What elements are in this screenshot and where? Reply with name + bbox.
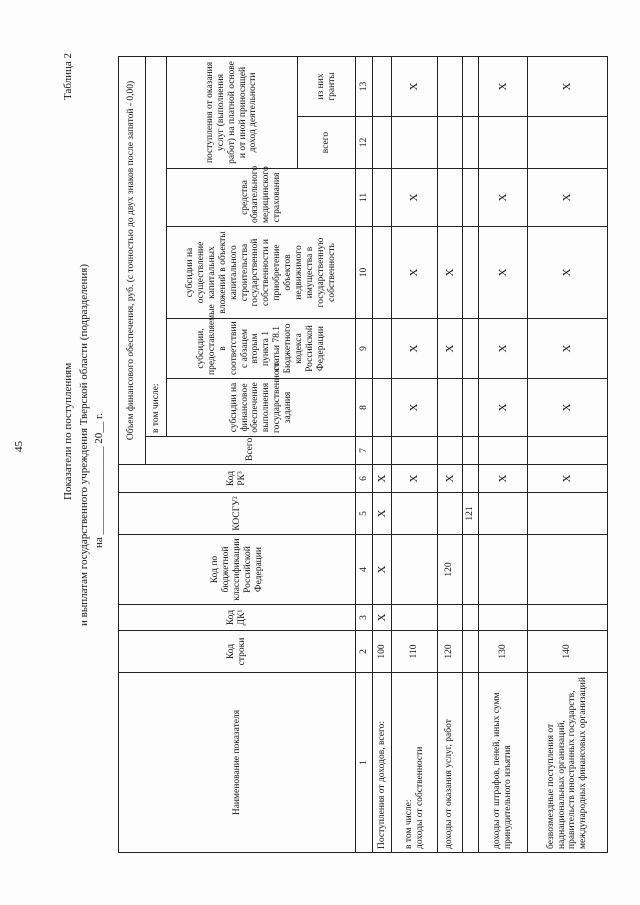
table-row	[392, 56, 438, 852]
header-subsidy-capital: субсидии на осуществление капитальных вложений в объекты капитального строительства государственной собственности и приобретение объектов недвижимого имущества в государственную собственность	[167, 227, 356, 319]
header-kosgu: КОСГУ²	[119, 493, 356, 535]
cell-rk: X	[392, 465, 438, 493]
cell-c11: X	[392, 169, 438, 227]
title-line-1: Показатели по поступлениям	[62, 362, 74, 500]
col-number: 4	[356, 535, 373, 605]
cell-c8: X	[527, 379, 607, 437]
cell-c9: X	[479, 319, 527, 379]
row-name: доходы от штрафов, пеней, иных сумм принудительного изъятия	[479, 673, 527, 853]
cell-rk: X	[438, 465, 462, 493]
header-paid-services: поступления от оказания услуг (выполнения работ) на платной основе и от иной приносящей доход деятельности	[167, 56, 297, 168]
cell-rk: X	[373, 465, 392, 493]
col-number: 3	[356, 605, 373, 631]
title-line-3: на ________________ 20__ г.	[93, 412, 105, 548]
col-number: 13	[356, 56, 373, 116]
cell-c13: X	[479, 56, 527, 116]
title-line-2: и выплатам государственного учреждения Тверской области (подразделения)	[78, 263, 90, 626]
indicators-table	[118, 57, 608, 853]
table-row	[373, 56, 392, 852]
header-row-code: Код строки	[119, 631, 356, 673]
row-code: 130	[479, 631, 527, 673]
header-rk: Код РК³	[119, 465, 356, 493]
cell-c10: X	[479, 227, 527, 319]
header-name: Наименование показателя	[119, 673, 356, 853]
header-subsidy-task: субсидии на финансовое обеспечение выполнения государственного задания	[167, 379, 356, 437]
cell-c10: X	[527, 227, 607, 319]
table-row	[479, 56, 527, 852]
cell-rk: X	[479, 465, 527, 493]
row-name: в том числе: доходы от собственности	[392, 673, 438, 853]
col-number: 6	[356, 465, 373, 493]
cell-kosgu: X	[373, 493, 392, 535]
cell-c8: X	[392, 379, 438, 437]
cell-c13: X	[527, 56, 607, 116]
cell-c8: X	[479, 379, 527, 437]
cell-bcode: 120	[438, 535, 462, 605]
col-number: 1	[356, 673, 373, 853]
col-number: 8	[356, 379, 373, 437]
cell-c9: X	[438, 319, 462, 379]
cell-c13: X	[392, 56, 438, 116]
table-row	[462, 56, 479, 852]
header-oms: средства обязательного медицинского страхования	[167, 169, 356, 227]
header-budget-code: Код по бюджетной классификации Российской Федерации	[119, 535, 356, 605]
table-row	[438, 56, 462, 852]
col-number: 11	[356, 169, 373, 227]
row-code: 110	[392, 631, 438, 673]
cell-c10: X	[392, 227, 438, 319]
col-number: 7	[356, 437, 373, 465]
header-paid-total: всего	[297, 117, 356, 169]
row-name: доходы от оказания услуг, работ	[438, 673, 462, 853]
header-subsidy-78: субсидии, предоставляемые в соответствии с абзацем вторым пункта 1 статьи 78.1 Бюджетного кодекса Российской Федерации	[167, 319, 356, 379]
row-code: 140	[527, 631, 607, 673]
col-number: 10	[356, 227, 373, 319]
header-total: Всего	[145, 437, 356, 465]
header-in-that: в том числе:	[145, 56, 167, 436]
row-code: 120	[438, 631, 462, 673]
cell-kosgu: 121	[462, 493, 479, 535]
cell-c9: X	[527, 319, 607, 379]
cell-c11: X	[527, 169, 607, 227]
cell-bcode: X	[373, 535, 392, 605]
col-number: 5	[356, 493, 373, 535]
row-name: безвозмездные поступления от наднациональных организаций, правительств иностранных государств, международных финансовых организаций	[527, 673, 607, 853]
header-volume: Объем финансового обеспечения, руб. (с точностью до двух знаков после запятой - 0,00)	[119, 56, 146, 464]
cell-rk: X	[527, 465, 607, 493]
cell-c9: X	[392, 319, 438, 379]
cell-dk: X	[373, 605, 392, 631]
row-code: 100	[373, 631, 392, 673]
col-number: 12	[356, 117, 373, 169]
cell-c10: X	[438, 227, 462, 319]
table-label: Таблица 2	[62, 52, 74, 100]
row-name: Поступления от доходов, всего:	[373, 673, 392, 853]
col-number: 9	[356, 319, 373, 379]
table-row	[527, 56, 607, 852]
cell-c11: X	[479, 169, 527, 227]
page-number: 45	[13, 441, 25, 452]
header-dk: Код ДК¹	[119, 605, 356, 631]
header-grants: из них гранты	[297, 56, 356, 116]
col-number: 2	[356, 631, 373, 673]
